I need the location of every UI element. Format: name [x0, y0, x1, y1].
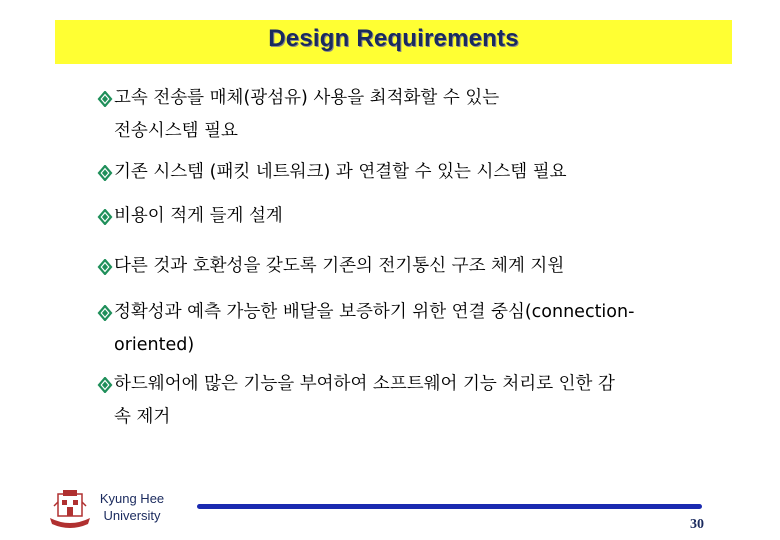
- page-number: 30: [690, 517, 704, 532]
- bullet-text: 비용이 적게 들게 설계: [114, 206, 283, 226]
- bullet-item: [97, 368, 727, 434]
- bullet-text: 기존 시스템 (패킷 네트워크) 과 연결할 수 있는 시스템 필요: [114, 162, 567, 182]
- diamond-bullet-icon: [97, 259, 113, 275]
- bullet-item: [97, 296, 727, 362]
- diamond-bullet-icon: [97, 209, 113, 225]
- diamond-bullet-icon: [97, 377, 113, 393]
- title-bar: [55, 20, 732, 64]
- bullet-text: 다른 것과 호환성을 갖도록 기존의 전기통신 구조 체계 지원: [114, 256, 565, 276]
- bullet-text: 하드웨어에 많은 기능을 부여하여 소프트웨어 기능 처리로 인한 감: [114, 374, 615, 394]
- bullet-item: [97, 250, 727, 283]
- bullet-item: [97, 156, 727, 189]
- bullet-text: 정확성과 예측 가능한 배달을 보증하기 위한 연결 중심(connection-: [114, 302, 635, 322]
- bullet-text-cont: oriented): [114, 335, 195, 355]
- bullet-text: 고속 전송를 매체(광섬유) 사용을 최적화할 수 있는: [114, 88, 500, 108]
- bullet-text-cont: 전송시스템 필요: [114, 121, 238, 141]
- university-seal-icon: [48, 488, 92, 528]
- diamond-bullet-icon: [97, 91, 113, 107]
- bullet-item: [97, 200, 727, 233]
- footer-divider: [197, 504, 702, 509]
- university-name: [92, 490, 172, 524]
- university-line-2: University: [103, 508, 161, 523]
- bullet-text-cont: 속 제거: [114, 407, 171, 427]
- bullet-item: [97, 82, 727, 148]
- university-line-1: Kyung Hee: [99, 491, 165, 506]
- page-title: Design Requirements: [268, 25, 519, 52]
- diamond-bullet-icon: [97, 165, 113, 181]
- diamond-bullet-icon: [97, 305, 113, 321]
